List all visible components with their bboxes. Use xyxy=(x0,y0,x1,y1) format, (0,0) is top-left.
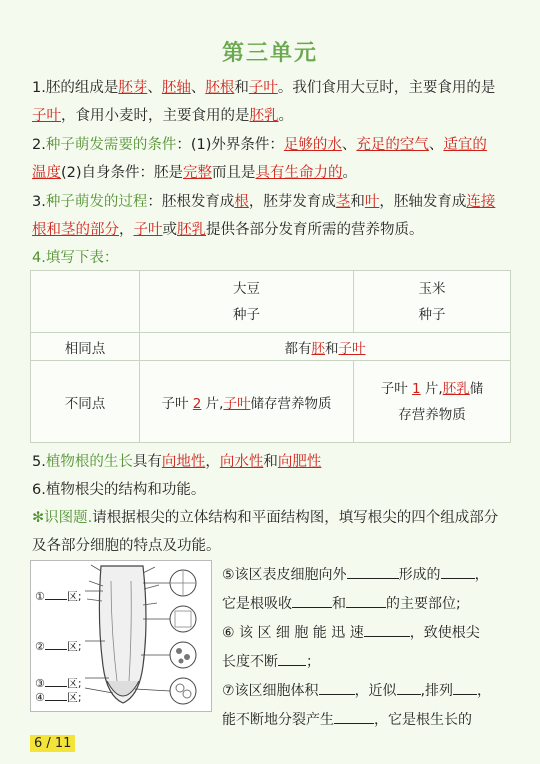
answer: 向肥性 xyxy=(277,454,322,470)
answer: 1 xyxy=(412,380,421,397)
cell-text: 子叶 xyxy=(380,380,413,397)
label-suffix: 区; xyxy=(66,691,82,704)
answer-blank xyxy=(347,564,399,579)
answer: 连接 xyxy=(466,194,496,210)
answer: 胚芽 xyxy=(118,80,148,96)
page-title: 第三单元 xyxy=(221,41,318,66)
cell-line xyxy=(354,376,510,402)
q3-text: ，胚芽发育成 xyxy=(248,194,336,210)
q1-text: 。我们食用大豆时，主要食用的是 xyxy=(277,80,496,96)
answer: 胚乳 xyxy=(249,108,279,124)
label-num: ① xyxy=(35,590,45,603)
q5-number: 5. xyxy=(32,454,46,470)
cell-text: 子叶 xyxy=(161,395,193,412)
text: ⑦该区细胞体积 xyxy=(222,683,319,699)
q4-heading: 4.填写下表： xyxy=(32,250,119,266)
label-blank xyxy=(45,672,67,687)
q3-line1 xyxy=(32,192,512,212)
cell-text: 都有 xyxy=(284,340,312,357)
answer: 2 xyxy=(192,395,202,412)
same-value-cell xyxy=(140,333,511,361)
answer: 胚乳 xyxy=(177,222,206,238)
answer: 充足的空气 xyxy=(356,137,429,153)
answer-blank xyxy=(334,709,374,724)
q3-number: 3. xyxy=(32,194,46,210)
answer: 子叶 xyxy=(338,340,366,357)
answer: 子叶 xyxy=(248,80,278,96)
cell-text: 和 xyxy=(325,340,339,357)
q3-text: ，胚轴发育成 xyxy=(379,194,467,210)
answer: 足够的水 xyxy=(283,137,342,153)
q5-text: 和 xyxy=(263,454,278,470)
answer-blank xyxy=(453,680,477,695)
zone6-line2 xyxy=(222,651,512,672)
q6-line: 6.植物根尖的结构和功能。 xyxy=(32,482,206,498)
cell-text: 存营养物质 xyxy=(398,406,466,423)
diff-soybean-cell xyxy=(140,361,354,443)
q3-text: 提供各部分发育所需的营养物质。 xyxy=(206,222,424,238)
text: 的主要部位; xyxy=(386,596,461,612)
q7-text: 请根据根尖的立体结构和平面结构图，填写根尖的四个组成部分 xyxy=(92,510,499,526)
q2-text: ：(1)外界条件： xyxy=(176,137,284,153)
q1-text: 和 xyxy=(234,80,249,96)
q3-text: ：胚根发育成 xyxy=(147,194,235,210)
q3-label: 种子萌发的过程 xyxy=(45,194,148,210)
figure-label-2 xyxy=(35,635,82,654)
cell-text: 储 xyxy=(469,380,484,397)
text: ， xyxy=(474,567,489,583)
text: ； xyxy=(306,654,320,670)
answer: 具有生命力的 xyxy=(255,165,343,181)
table-header-corn xyxy=(354,271,511,333)
text: ，致使根尖 xyxy=(409,625,480,641)
figure-label-4 xyxy=(35,686,82,705)
text: 和 xyxy=(332,596,346,612)
zone5-line1 xyxy=(222,564,512,585)
same-label-cell: 相同点 xyxy=(31,333,140,361)
figure-label-1 xyxy=(35,585,82,604)
answer: 茎 xyxy=(335,194,351,210)
answer: 胚根 xyxy=(205,80,235,96)
label-blank xyxy=(45,635,67,650)
zone6-line1 xyxy=(222,622,512,643)
zone7-line2 xyxy=(222,709,512,730)
q1-text: 、 xyxy=(147,80,162,96)
q5-label: 植物根的生长 xyxy=(45,454,133,470)
text: ，它是根生长的 xyxy=(374,712,472,728)
q1-text: ，食用小麦时，主要食用的是 xyxy=(61,108,250,124)
answer: 子叶 xyxy=(32,108,61,124)
label-num: ③ xyxy=(35,677,45,690)
table-row xyxy=(31,271,511,333)
q2-text: 、 xyxy=(428,137,444,153)
q1-text: 。 xyxy=(278,108,293,124)
q1-line1 xyxy=(32,78,512,98)
q7-line2: 及各部分细胞的特点及功能。 xyxy=(32,538,221,554)
answer: 完整 xyxy=(183,165,213,181)
q2-number: 2. xyxy=(32,137,46,153)
header-text: 种子 xyxy=(233,306,260,323)
answer: 胚乳 xyxy=(442,380,470,397)
q2-line1 xyxy=(32,135,512,155)
q2-text: (2)自身条件：胚是 xyxy=(61,165,184,181)
q3-text: ， xyxy=(119,222,134,238)
text: ⑤该区表皮细胞向外 xyxy=(222,567,347,583)
text: 能不断地分裂产生 xyxy=(222,712,334,728)
q5-line xyxy=(32,452,512,472)
q3-text: 或 xyxy=(162,222,177,238)
answer-blank xyxy=(397,680,421,695)
label-blank xyxy=(45,585,67,600)
diff-corn-cell xyxy=(354,361,511,443)
header-text: 大豆 xyxy=(233,280,260,297)
page-number: 6 / 11 xyxy=(30,735,75,752)
label-suffix: 区; xyxy=(66,640,82,653)
q2-line2 xyxy=(32,163,512,183)
q1-text: 1.胚的组成是 xyxy=(32,80,119,96)
answer: 向地性 xyxy=(161,454,206,470)
q5-text: ， xyxy=(205,454,220,470)
q2-label: 种子萌发需要的条件 xyxy=(45,137,177,153)
answer: 向水性 xyxy=(219,454,264,470)
answer: 叶 xyxy=(364,194,380,210)
q2-text: 。 xyxy=(342,165,358,181)
q3-text: 和 xyxy=(350,194,365,210)
root-tip-diagram xyxy=(30,560,212,712)
header-text: 种子 xyxy=(418,306,446,323)
text: ，近似 xyxy=(354,683,397,699)
answer: 子叶 xyxy=(223,395,251,412)
q7-line1 xyxy=(32,508,512,528)
answer-blank xyxy=(319,680,355,695)
q2-text: 而且是 xyxy=(212,165,256,181)
text: 形成的 xyxy=(398,567,441,583)
header-text: 玉米 xyxy=(418,280,446,297)
answer-blank xyxy=(346,593,386,608)
answer: 胚 xyxy=(311,340,325,357)
answer-blank xyxy=(292,593,332,608)
table-row xyxy=(31,361,511,443)
answer: 根 xyxy=(234,194,249,210)
table-corner-cell xyxy=(31,271,140,333)
text: 它是根吸收 xyxy=(222,596,292,612)
label-blank xyxy=(45,686,67,701)
answer: 适宜的 xyxy=(443,137,487,153)
answer-blank xyxy=(278,651,306,666)
q1-text: 、 xyxy=(190,80,206,96)
answer: 根和茎的部分 xyxy=(32,222,119,238)
label-suffix: 区; xyxy=(66,677,82,690)
diff-label-cell: 不同点 xyxy=(31,361,140,443)
q2-text: 、 xyxy=(341,137,357,153)
q5-text: 具有 xyxy=(132,454,162,470)
text: ， xyxy=(477,683,492,699)
answer-blank xyxy=(364,622,410,637)
zone7-line1 xyxy=(222,680,512,701)
label-num: ④ xyxy=(35,691,45,704)
table-row xyxy=(31,333,511,361)
answer: 子叶 xyxy=(133,222,163,238)
text: ,排列 xyxy=(420,683,454,699)
zone5-line2 xyxy=(222,593,512,614)
text: ⑥ 该 区 细 胞 能 迅 速 xyxy=(222,625,364,641)
comparison-table xyxy=(30,270,511,443)
q3-line2 xyxy=(32,220,512,240)
answer: 温度 xyxy=(32,165,61,181)
text: 长度不断 xyxy=(222,654,278,670)
label-suffix: 区; xyxy=(66,590,82,603)
cell-text: 片, xyxy=(201,395,224,412)
table-header-soybean xyxy=(140,271,354,333)
cell-text: 储存营养物质 xyxy=(250,395,332,412)
q1-line2 xyxy=(32,106,512,126)
answer: 胚轴 xyxy=(161,80,191,96)
cell-text: 片, xyxy=(420,380,443,397)
diagram-question-label: ✻识图题. xyxy=(32,510,93,526)
label-num: ② xyxy=(35,640,45,653)
answer-blank xyxy=(441,564,475,579)
